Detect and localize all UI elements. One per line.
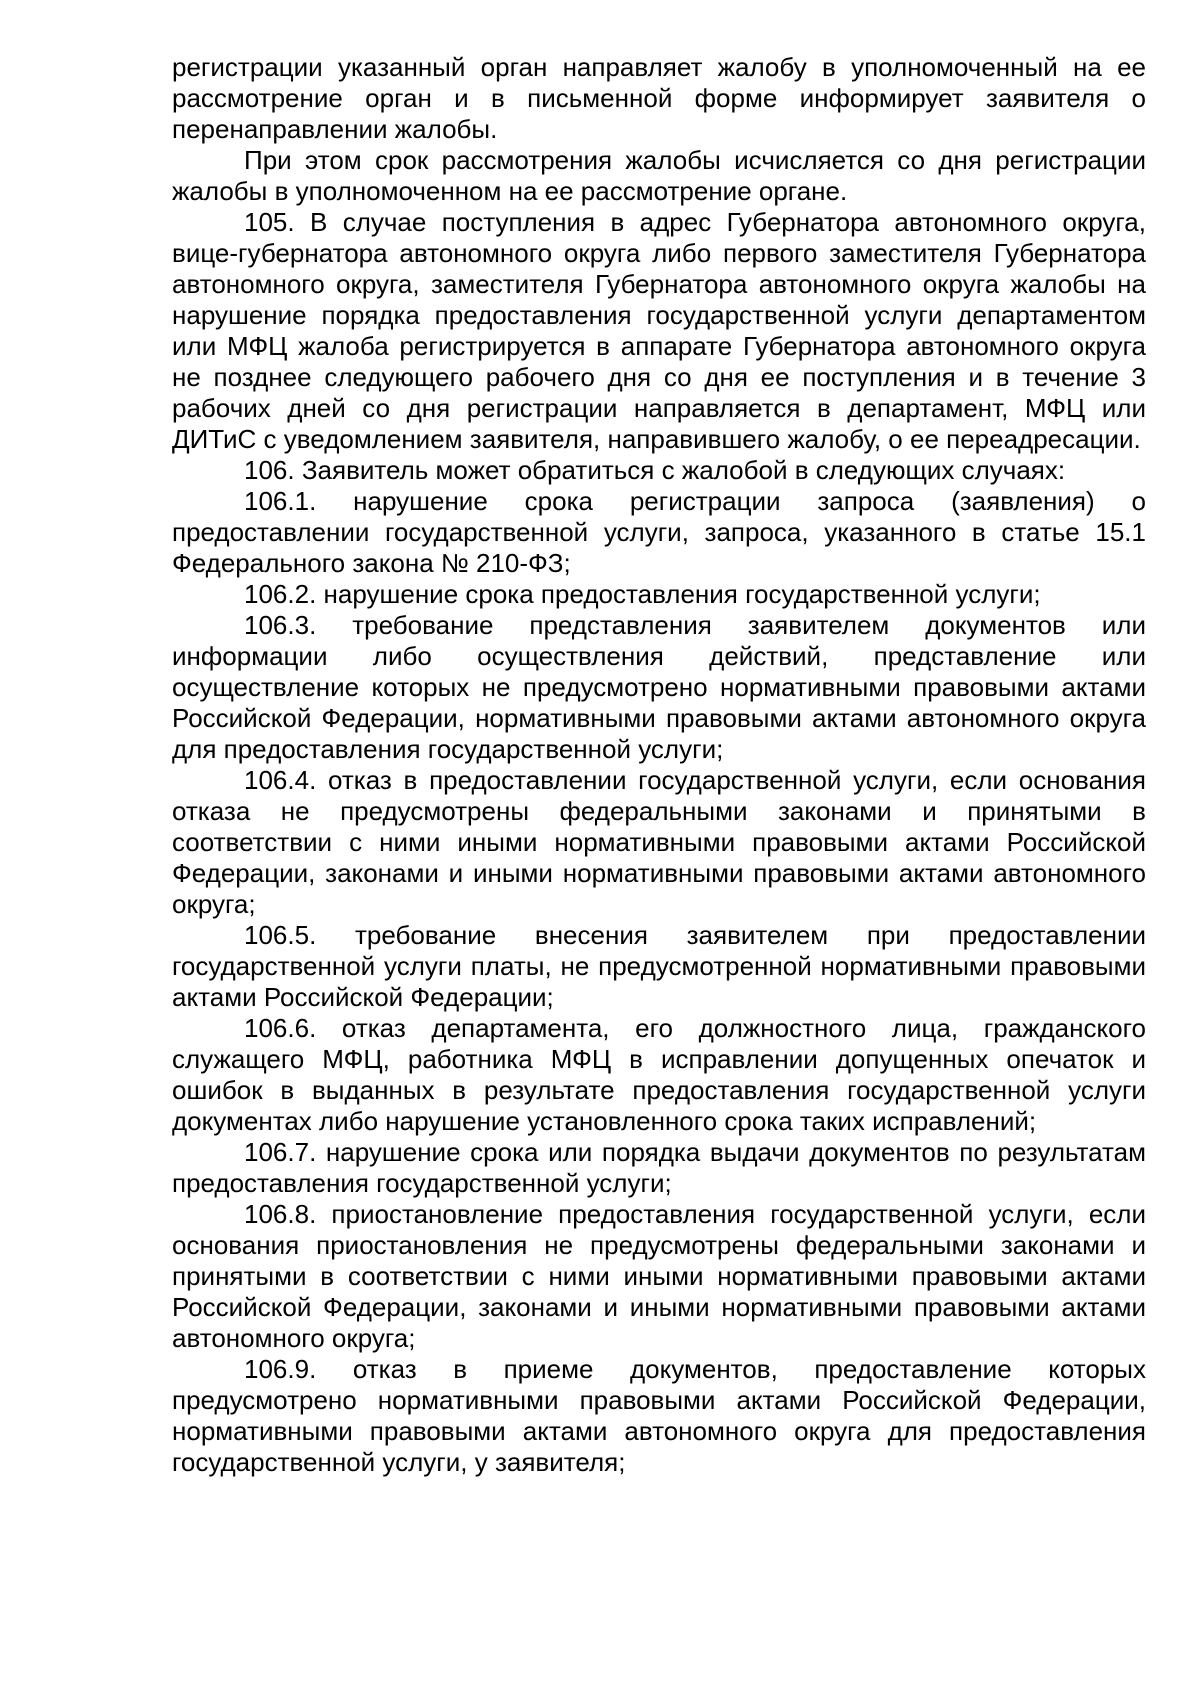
paragraph-106-2: 106.2. нарушение срока предоставления государственной услуги; bbox=[244, 579, 1041, 609]
paragraph-106-7: 106.7. нарушение срока или порядка выдачи документов по результатам предоставления государственной услуги; bbox=[172, 1137, 1146, 1198]
paragraph-106-5: 106.5. требование внесения заявителем при предоставлении государственной услуги платы, не предусмотренной нормативными правовыми актами Российской Федерации; bbox=[172, 920, 1146, 1012]
paragraph-106: 106. Заявитель может обратиться с жалобой в следующих случаях: bbox=[244, 455, 1066, 485]
paragraph-106-6: 106.6. отказ департамента, его должностного лица, гражданского служащего МФЦ, работника МФЦ в исправлении допущенных опечаток и ошибок в выданных в результате предоставления государственной услуги документах либо нарушение установленного срока таких исправлений; bbox=[172, 1013, 1146, 1136]
paragraph-continuation: регистрации указанный орган направляет жалобу в уполномоченный на ее рассмотрение орган и в письменной форме информирует заявителя о перенаправлении жалобы. bbox=[172, 52, 1146, 144]
paragraph-105: 105. В случае поступления в адрес Губернатора автономного округа, вице-губернатора автономного округа либо первого заместителя Губернатора автономного округа, заместителя Губернатора автономного округа жалобы на нарушение порядка предоставления государственной услуги департаментом или МФЦ жалоба регистрируется в аппарате Губернатора автономного округа не позднее следующего рабочего дня со дня ее поступления и в течение 3 рабочих дней со дня регистрации направляется в департамент, МФЦ или ДИТиС с уведомлением заявителя, направившего жалобу, о ее переадресации. bbox=[172, 207, 1146, 454]
paragraph-106-8: 106.8. приостановление предоставления государственной услуги, если основания приостановления не предусмотрены федеральными законами и принятыми в соответствии с ними иными нормативными правовыми актами Российской Федерации, законами и иными нормативными правовыми актами автономного округа; bbox=[172, 1199, 1146, 1353]
paragraph-106-3: 106.3. требование представления заявителем документов или информации либо осуществления действий, представление или осуществление которых не предусмотрено нормативными правовыми актами Российской Федерации, нормативными правовыми актами автономного округа для предоставления государственной услуги; bbox=[172, 610, 1146, 764]
paragraph-106-4: 106.4. отказ в предоставлении государственной услуги, если основания отказа не предусмотрены федеральными законами и принятыми в соответствии с ними иными нормативными правовыми актами Российской Федерации, законами и иными нормативными правовыми актами автономного округа; bbox=[172, 765, 1146, 919]
paragraph-106-1: 106.1. нарушение срока регистрации запроса (заявления) о предоставлении государственной услуги, запроса, указанного в статье 15.1 Федерального закона № 210-ФЗ; bbox=[172, 486, 1146, 578]
paragraph-review-term: При этом срок рассмотрения жалобы исчисляется со дня регистрации жалобы в уполномоченном на ее рассмотрение органе. bbox=[172, 145, 1146, 206]
paragraph-106-9: 106.9. отказ в приеме документов, предоставление которых предусмотрено нормативными правовыми актами Российской Федерации, нормативными правовыми актами автономного округа для предоставления государственной услуги, у заявителя; bbox=[172, 1354, 1146, 1477]
document-page bbox=[172, 52, 1146, 1478]
